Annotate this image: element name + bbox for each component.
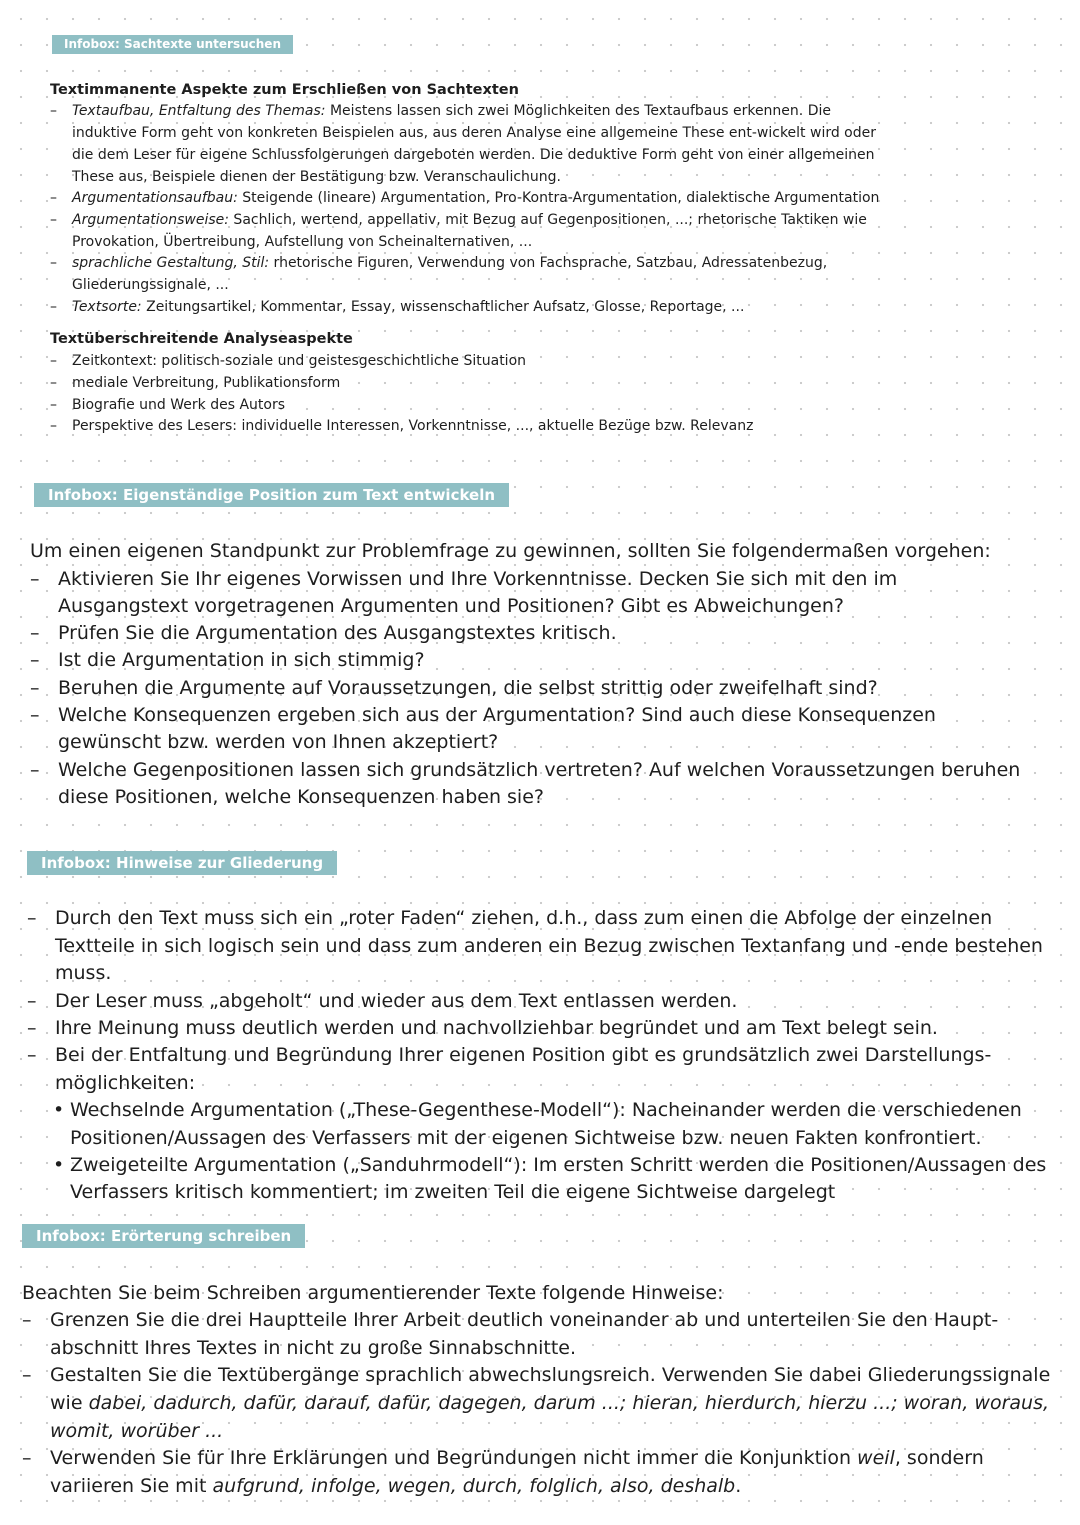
list-item: – Aktivieren Sie Ihr eigenes Vorwissen und Ihre Vorkenntnisse. Decken Sie sich mit den im Ausgangstext vorgetragenen Argumenten und Positionen? Gibt es Abweichungen? [30,566,1030,621]
item-label: Textaufbau, Entfaltung des Themas: [72,103,326,120]
list-item: – Grenzen Sie die drei Hauptteile Ihrer Arbeit deutlich voneinander ab und unterteilen Sie den Haupt-abschnitt Ihres Textes in nicht zu große Sinnabschnitte. [22,1307,1052,1362]
list-item: – Perspektive des Lesers: individuelle Interessen, Vorkenntnisse, ..., aktuelle Bezüge bzw. Relevanz [50,416,880,438]
list-item [22,1362,1052,1445]
list-item: – Durch den Text muss sich ein „roter Faden“ ziehen, d.h., dass zum einen die Abfolge der einzelnen Textteile in sich logisch sein und dass zum anderen ein Bezug zwischen Textanfang und -ende bestehen muss. [27,905,1057,987]
item-text: Steigende (lineare) Argumentation, Pro-Kontra-Argumentation, dialektische Argumentation [237,190,880,207]
item-label: Argumentationsaufbau: [72,190,238,207]
item-label: Textsorte: [72,298,142,315]
hints-list [22,1307,1052,1500]
item-italic-text: weil [857,1447,895,1470]
infobox-title: Infobox: Sachtexte untersuchen [52,35,293,54]
intro-text: Beachten Sie beim Schreiben argumentierender Texte folgende Hinweise: [22,1281,724,1304]
infobox-gliederung [27,849,1057,1207]
list-item: – Prüfen Sie die Argumentation des Ausgangstextes kritisch. [30,620,1030,647]
list-item [50,253,880,296]
list-item [27,1042,1057,1206]
item-text: Bei der Entfaltung und Begründung Ihrer eigenen Position gibt es grundsätzlich zwei Darstellungs-möglichkeiten: [55,1044,992,1094]
item-text: Meistens lassen sich zwei Möglichkeiten des Textaufbaus erkennen. Die induktive Form geht von konkreten Beispielen aus, aus deren Analyse eine allgemeine These ent-wickelt wird oder die dem Leser für eigene Schlussfolgerungen dargeboten werden. Die deduktive Form geht von einer allgemeinen These aus, Beispiele dienen der Bestätigung bzw. Veranschaulichung. [72,103,877,185]
list-item [50,297,880,319]
list-item: – Welche Gegenpositionen lassen sich grundsätzlich vertreten? Auf welchen Voraussetzungen beruhen diese Positionen, welche Konsequenzen haben sie? [30,757,1030,812]
list-item: – Der Leser muss „abgeholt“ und wieder aus dem Text entlassen werden. [27,988,1057,1015]
item-italic-text: aufgrund, infolge, wegen, durch, folglich, also, deshalb [212,1474,736,1497]
infobox-title: Infobox: Erörterung schreiben [22,1224,305,1248]
section-heading: Textimmanente Aspekte zum Erschließen von Sachtexten [50,81,519,98]
list-item: – Welche Konsequenzen ergeben sich aus der Argumentation? Sind auch diese Konsequenzen gewünscht bzw. werden von Ihnen akzeptiert? [30,702,1030,757]
list-item: – Ist die Argumentation in sich stimmig? [30,647,1030,674]
intro-text: Um einen eigenen Standpunkt zur Problemfrage zu gewinnen, sollten Sie folgendermaßen vorgehen: [30,540,991,563]
external-aspects-list [50,351,880,438]
item-text: . [735,1474,742,1497]
infobox-title: Infobox: Eigenständige Position zum Text entwickeln [34,483,509,507]
list-item [50,210,880,253]
item-label: Argumentationsweise: [72,211,229,228]
list-item: – Beruhen die Argumente auf Voraussetzungen, die selbst strittig oder zweifelhaft sind? [30,675,1030,702]
list-item: – Biografie und Werk des Autors [50,395,880,417]
item-text: , sondern variieren Sie mit [50,1447,984,1497]
infobox-eigene-position [30,481,1030,811]
immanent-aspects-list [50,101,880,318]
item-text: Zeitungsartikel, Kommentar, Essay, wissenschaftlicher Aufsatz, Glosse, Reportage, ... [141,298,745,315]
item-text: Verwenden Sie für Ihre Erklärungen und Begründungen nicht immer die Konjunktion [50,1447,858,1470]
section-heading: Textüberschreitende Analyseaspekte [50,331,353,348]
infobox-title: Infobox: Hinweise zur Gliederung [27,851,337,875]
steps-list [30,566,1030,812]
sub-list-item: • Zweigeteilte Argumentation („Sanduhrmodell“): Im ersten Schritt werden die Positionen/Aussagen des Verfassers kritisch kommentiert; im zweiten Teil die eigene Sichtweise dargelegt [53,1152,1057,1207]
list-item: – Ihre Meinung muss deutlich werden und nachvollziehbar begründet und am Text belegt sein. [27,1015,1057,1042]
item-text: Gestalten Sie die Textübergänge sprachlich abwechslungsreich. Verwenden Sie dabei Gliederungssignale wie [50,1364,1051,1414]
item-text: Sachlich, wertend, appellativ, mit Bezug auf Gegenpositionen, ...; rhetorische Taktiken wie Provokation, Übertreibung, Aufstellung von Scheinalternativen, ... [72,211,867,250]
item-text: rhetorische Figuren, Verwendung von Fachsprache, Satzbau, Adressatenbezug, Gliederungssignale, ... [72,255,828,294]
sub-list [53,1097,1057,1207]
infobox-eroerterung [22,1222,1052,1500]
item-italic-text: dabei, dadurch, dafür, darauf, dafür, dagegen, darum ...; hieran, hierdurch, hierzu ...; woran, woraus, womit, worüber ... [50,1391,1050,1442]
list-item [50,188,880,210]
list-item [22,1445,1052,1500]
list-item: – mediale Verbreitung, Publikationsform [50,373,880,395]
item-label: sprachliche Gestaltung, Stil: [72,255,270,272]
hints-list [27,905,1057,1206]
list-item [50,101,880,188]
infobox-sachtexte [50,34,880,438]
list-item: – Zeitkontext: politisch-soziale und geistesgeschichtliche Situation [50,351,880,373]
sub-list-item: • Wechselnde Argumentation („These-Gegenthese-Modell“): Nacheinander werden die verschiedenen Positionen/Aussagen des Verfassers mit der eigenen Sichtweise bzw. neuen Fakten konfrontiert. [53,1097,1057,1152]
